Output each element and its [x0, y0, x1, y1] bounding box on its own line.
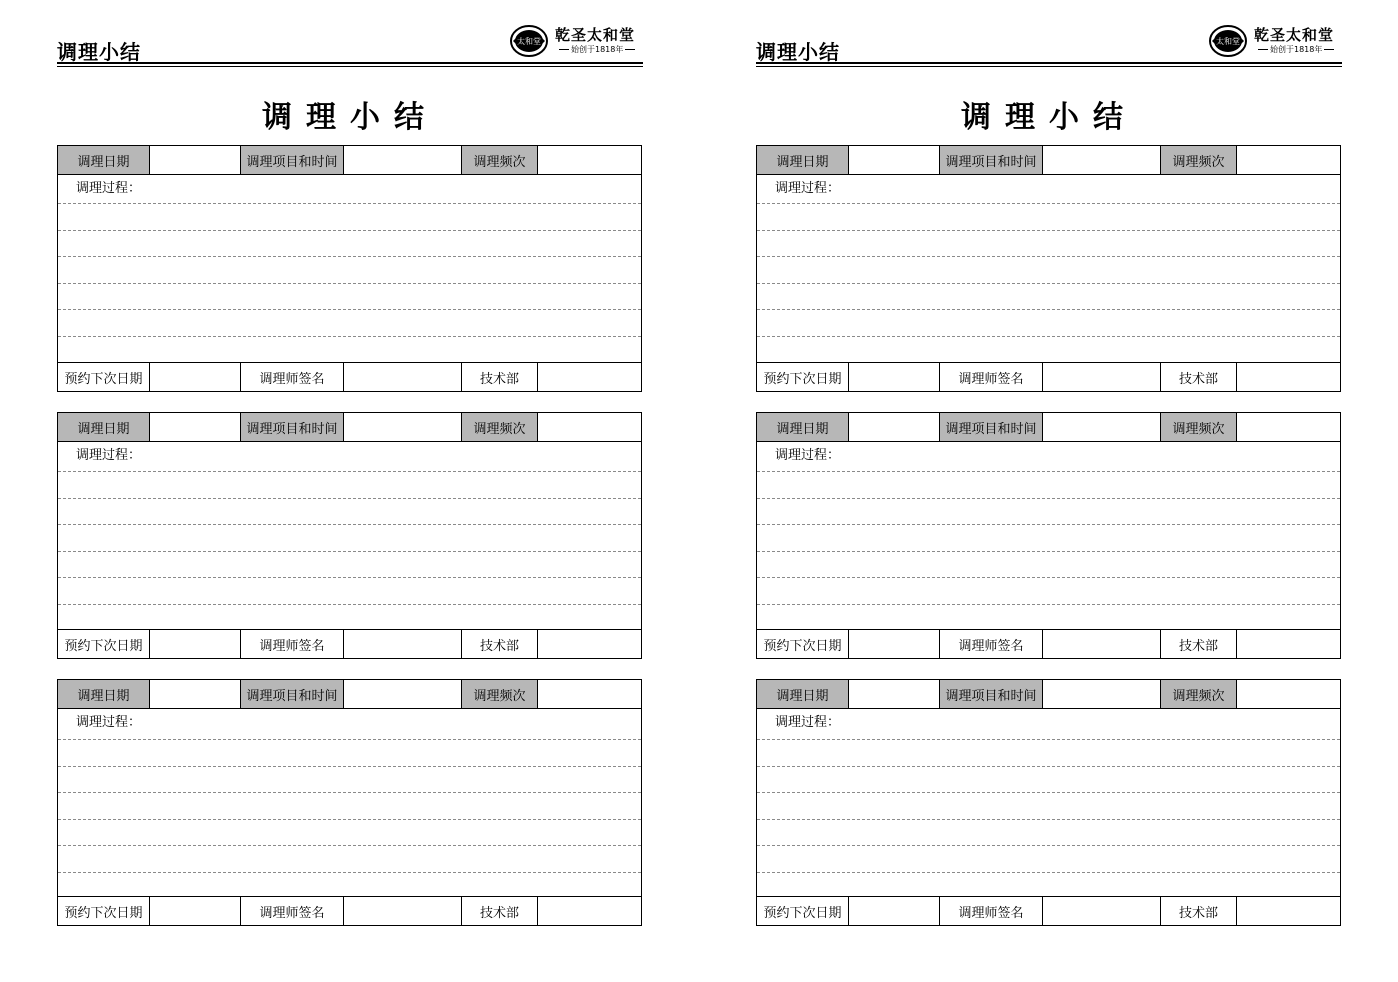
- process-label: 调理过程：: [76, 181, 142, 196]
- label-next-appointment: 预约下次日期: [58, 897, 150, 925]
- writing-line: [757, 336, 1340, 337]
- writing-line: [757, 309, 1340, 310]
- label-date: 调理日期: [58, 680, 150, 708]
- card-footer-row: [757, 362, 1340, 391]
- frequency-field[interactable]: [538, 146, 642, 174]
- card-footer-row: [757, 896, 1340, 925]
- date-field[interactable]: [150, 413, 241, 441]
- label-date: 调理日期: [757, 680, 849, 708]
- card-header-row: [58, 146, 641, 175]
- writing-line: [757, 845, 1340, 846]
- label-frequency: 调理频次: [1161, 413, 1237, 441]
- right-page: [756, 0, 1342, 982]
- date-field[interactable]: [849, 146, 940, 174]
- writing-line: [58, 524, 641, 525]
- next-appointment-field[interactable]: [150, 897, 241, 925]
- label-therapist-signature: 调理师签名: [241, 630, 344, 658]
- writing-line: [757, 604, 1340, 605]
- brand-since: 始创于1818年: [1256, 44, 1336, 55]
- therapist-signature-field[interactable]: [1043, 897, 1161, 925]
- label-date: 调理日期: [58, 413, 150, 441]
- next-appointment-field[interactable]: [150, 363, 241, 391]
- label-frequency: 调理频次: [462, 680, 538, 708]
- label-therapist-signature: 调理师签名: [241, 363, 344, 391]
- header-rule-thin: [57, 66, 643, 67]
- writing-line: [757, 792, 1340, 793]
- next-appointment-field[interactable]: [150, 630, 241, 658]
- therapist-signature-field[interactable]: [344, 630, 462, 658]
- date-field[interactable]: [150, 146, 241, 174]
- process-label: 调理过程：: [775, 448, 841, 463]
- label-frequency: 调理频次: [462, 146, 538, 174]
- tech-dept-field[interactable]: [1237, 897, 1341, 925]
- document-title: 调理小结: [961, 100, 1137, 135]
- date-field[interactable]: [849, 413, 940, 441]
- writing-line: [757, 819, 1340, 820]
- label-next-appointment: 预约下次日期: [757, 630, 849, 658]
- writing-line: [757, 551, 1340, 552]
- process-label: 调理过程：: [76, 715, 142, 730]
- process-label: 调理过程：: [775, 715, 841, 730]
- writing-line: [757, 872, 1340, 873]
- record-card: [57, 679, 642, 926]
- label-therapist-signature: 调理师签名: [940, 897, 1043, 925]
- next-appointment-field[interactable]: [849, 897, 940, 925]
- label-tech-dept: 技术部: [462, 630, 538, 658]
- svg-text:太和堂: 太和堂: [1216, 37, 1240, 46]
- tech-dept-field[interactable]: [1237, 363, 1341, 391]
- header-title: 调理小结: [57, 40, 141, 64]
- label-item-time: 调理项目和时间: [241, 680, 344, 708]
- writing-line: [757, 230, 1340, 231]
- label-tech-dept: 技术部: [1161, 630, 1237, 658]
- writing-line: [757, 577, 1340, 578]
- label-frequency: 调理频次: [1161, 680, 1237, 708]
- writing-line: [58, 872, 641, 873]
- writing-line: [757, 524, 1340, 525]
- therapist-signature-field[interactable]: [344, 897, 462, 925]
- tech-dept-field[interactable]: [538, 897, 642, 925]
- writing-line: [757, 471, 1340, 472]
- brand-since: 始创于1818年: [557, 44, 637, 55]
- card-header-row: [58, 680, 641, 709]
- card-header-row: [58, 413, 641, 442]
- record-card: [756, 679, 1341, 926]
- writing-line: [58, 498, 641, 499]
- item-time-field[interactable]: [1043, 413, 1161, 441]
- card-header-row: [757, 413, 1340, 442]
- seal-icon: [1208, 24, 1248, 58]
- label-frequency: 调理频次: [462, 413, 538, 441]
- label-next-appointment: 预约下次日期: [757, 897, 849, 925]
- writing-line: [757, 766, 1340, 767]
- frequency-field[interactable]: [1237, 680, 1341, 708]
- therapist-signature-field[interactable]: [1043, 363, 1161, 391]
- writing-line: [58, 471, 641, 472]
- tech-dept-field[interactable]: [1237, 630, 1341, 658]
- next-appointment-field[interactable]: [849, 363, 940, 391]
- writing-line: [58, 845, 641, 846]
- writing-line: [58, 551, 641, 552]
- label-item-time: 调理项目和时间: [940, 146, 1043, 174]
- card-header-row: [757, 680, 1340, 709]
- header-title: 调理小结: [756, 40, 840, 64]
- writing-line: [757, 203, 1340, 204]
- record-card: [57, 412, 642, 659]
- writing-line: [58, 792, 641, 793]
- process-label: 调理过程：: [775, 181, 841, 196]
- therapist-signature-field[interactable]: [344, 363, 462, 391]
- writing-line: [757, 283, 1340, 284]
- label-item-time: 调理项目和时间: [241, 146, 344, 174]
- item-time-field[interactable]: [344, 680, 462, 708]
- label-therapist-signature: 调理师签名: [940, 363, 1043, 391]
- left-page: [57, 0, 643, 982]
- writing-line: [58, 336, 641, 337]
- card-footer-row: [58, 362, 641, 391]
- writing-line: [58, 203, 641, 204]
- label-tech-dept: 技术部: [462, 897, 538, 925]
- header-rule: [756, 62, 1342, 64]
- label-next-appointment: 预约下次日期: [757, 363, 849, 391]
- card-header-row: [757, 146, 1340, 175]
- brand-logo: [1208, 22, 1344, 60]
- frequency-field[interactable]: [1237, 146, 1341, 174]
- next-appointment-field[interactable]: [849, 630, 940, 658]
- writing-line: [58, 283, 641, 284]
- item-time-field[interactable]: [344, 413, 462, 441]
- writing-line: [757, 498, 1340, 499]
- label-item-time: 调理项目和时间: [241, 413, 344, 441]
- seal-icon: [509, 24, 549, 58]
- date-field[interactable]: [150, 680, 241, 708]
- writing-line: [58, 230, 641, 231]
- record-card: [756, 412, 1341, 659]
- label-next-appointment: 预约下次日期: [58, 363, 150, 391]
- writing-line: [58, 256, 641, 257]
- label-therapist-signature: 调理师签名: [241, 897, 344, 925]
- record-card: [57, 145, 642, 392]
- writing-line: [58, 577, 641, 578]
- label-date: 调理日期: [757, 146, 849, 174]
- item-time-field[interactable]: [344, 146, 462, 174]
- writing-line: [58, 819, 641, 820]
- label-frequency: 调理频次: [1161, 146, 1237, 174]
- label-tech-dept: 技术部: [1161, 897, 1237, 925]
- writing-line: [757, 739, 1340, 740]
- label-date: 调理日期: [58, 146, 150, 174]
- label-item-time: 调理项目和时间: [940, 680, 1043, 708]
- writing-line: [58, 604, 641, 605]
- date-field[interactable]: [849, 680, 940, 708]
- brand-name: 乾圣太和堂: [1254, 26, 1335, 44]
- header-rule-thin: [756, 66, 1342, 67]
- tech-dept-field[interactable]: [538, 363, 642, 391]
- writing-line: [58, 309, 641, 310]
- brand-logo: [509, 22, 645, 60]
- record-card: [756, 145, 1341, 392]
- item-time-field[interactable]: [1043, 680, 1161, 708]
- label-therapist-signature: 调理师签名: [940, 630, 1043, 658]
- label-tech-dept: 技术部: [1161, 363, 1237, 391]
- svg-text:太和堂: 太和堂: [517, 37, 541, 46]
- header-rule: [57, 62, 643, 64]
- writing-line: [58, 739, 641, 740]
- frequency-field[interactable]: [1237, 413, 1341, 441]
- card-footer-row: [58, 896, 641, 925]
- process-label: 调理过程：: [76, 448, 142, 463]
- frequency-field[interactable]: [538, 413, 642, 441]
- card-footer-row: [58, 629, 641, 658]
- frequency-field[interactable]: [538, 680, 642, 708]
- therapist-signature-field[interactable]: [1043, 630, 1161, 658]
- brand-name: 乾圣太和堂: [555, 26, 636, 44]
- label-tech-dept: 技术部: [462, 363, 538, 391]
- card-footer-row: [757, 629, 1340, 658]
- document-title: 调理小结: [262, 100, 438, 135]
- item-time-field[interactable]: [1043, 146, 1161, 174]
- writing-line: [757, 256, 1340, 257]
- writing-line: [58, 766, 641, 767]
- label-item-time: 调理项目和时间: [940, 413, 1043, 441]
- label-next-appointment: 预约下次日期: [58, 630, 150, 658]
- tech-dept-field[interactable]: [538, 630, 642, 658]
- label-date: 调理日期: [757, 413, 849, 441]
